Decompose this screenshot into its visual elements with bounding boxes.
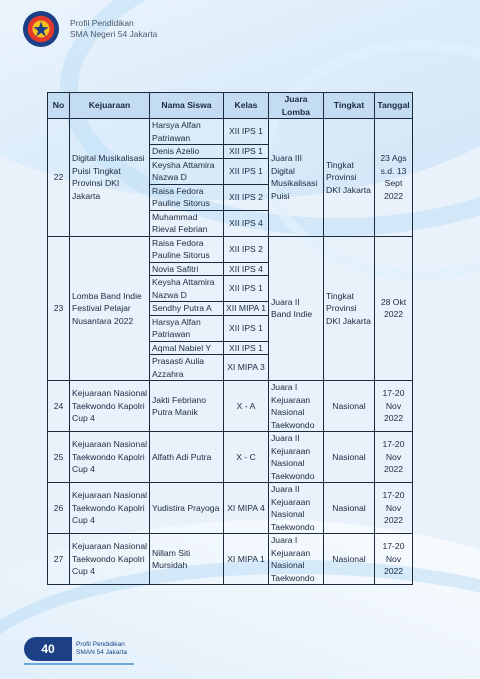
- cell-juara: Juara II Kejuaraan Nasional Taekwondo: [269, 432, 324, 483]
- cell-kelas: XII IPS 4: [224, 210, 269, 236]
- cell-kelas: XII IPS 2: [224, 184, 269, 210]
- col-header-tingkat: Tingkat: [324, 93, 375, 119]
- cell-kelas: XI MIPA 3: [224, 355, 269, 381]
- col-header-kejuaraan: Kejuaraan: [70, 93, 150, 119]
- cell-tingkat: Nasional: [324, 534, 375, 585]
- page-footer: [24, 637, 134, 661]
- cell-kelas: XI MIPA 1: [224, 534, 269, 585]
- cell-kelas: XII IPS 2: [224, 236, 269, 262]
- cell-nama: Keysha Attamira Nazwa D: [150, 276, 224, 302]
- cell-kelas: XII IPS 1: [224, 315, 269, 341]
- cell-nama: Prasasti Aulia Azzahra: [150, 355, 224, 381]
- table-row: [48, 381, 413, 432]
- cell-juara: Juara II Kejuaraan Nasional Taekwondo: [269, 483, 324, 534]
- col-header-tanggal: Tanggal: [375, 93, 413, 119]
- cell-nama: Harsya Alfan Patriawan: [150, 315, 224, 341]
- cell-no: 25: [48, 432, 70, 483]
- cell-tingkat: Nasional: [324, 381, 375, 432]
- cell-nama: Sendhy Putra A: [150, 302, 224, 316]
- cell-kelas: XII IPS 1: [224, 276, 269, 302]
- cell-no: 22: [48, 119, 70, 237]
- cell-nama: Raisa Fedora Pauline Sitorus: [150, 236, 224, 262]
- cell-tingkat: Tingkat Provinsi DKI Jakarta: [324, 119, 375, 237]
- cell-tingkat: Nasional: [324, 432, 375, 483]
- header-line-1: Profil Pendidikan: [70, 18, 134, 28]
- cell-nama: Keysha Attamira Nazwa D: [150, 158, 224, 184]
- table-row: [48, 432, 413, 483]
- table-row: [48, 119, 413, 145]
- cell-tanggal: 17-20 Nov 2022: [375, 483, 413, 534]
- cell-tingkat: Tingkat Provinsi DKI Jakarta: [324, 236, 375, 381]
- cell-nama: Aqmal Nabiel Y: [150, 341, 224, 355]
- cell-kejuaraan: Lomba Band Indie Festival Pelajar Nusantara 2022: [70, 236, 150, 381]
- table-row: [48, 236, 413, 262]
- cell-kejuaraan: Kejuaraan Nasional Taekwondo Kapolri Cup 4: [70, 432, 150, 483]
- footer-line-1: Profil Pendidikan: [76, 641, 125, 648]
- cell-nama: Jakti Febriano Putra Manik: [150, 381, 224, 432]
- page-header: [22, 10, 157, 48]
- school-logo-icon: [22, 10, 60, 48]
- cell-tanggal: 17-20 Nov 2022: [375, 381, 413, 432]
- cell-nama: Novia Safitri: [150, 262, 224, 276]
- cell-nama: Muhammad Rieval Febrian: [150, 210, 224, 236]
- cell-nama: Yudistira Prayoga: [150, 483, 224, 534]
- cell-no: 24: [48, 381, 70, 432]
- cell-kelas: XII IPS 1: [224, 145, 269, 159]
- cell-juara: Juara I Kejuaraan Nasional Taekwondo: [269, 534, 324, 585]
- cell-kelas: XII IPS 1: [224, 158, 269, 184]
- cell-nama: Alfath Adi Putra: [150, 432, 224, 483]
- col-header-juara: Juara Lomba: [269, 93, 324, 119]
- cell-kelas: XII MIPA 1: [224, 302, 269, 316]
- cell-kelas: XII IPS 1: [224, 341, 269, 355]
- table-header-row: [48, 93, 413, 119]
- col-header-kelas: Kelas: [224, 93, 269, 119]
- cell-kelas: X - A: [224, 381, 269, 432]
- cell-juara: Juara II Band Indie: [269, 236, 324, 381]
- cell-tanggal: 23 Ags s.d. 13 Sept 2022: [375, 119, 413, 237]
- cell-nama: Denis Azelio: [150, 145, 224, 159]
- cell-kejuaraan: Kejuaraan Nasional Taekwondo Kapolri Cup 4: [70, 483, 150, 534]
- cell-juara: Juara I Kejuaraan Nasional Taekwondo: [269, 381, 324, 432]
- table-row: [48, 483, 413, 534]
- cell-kelas: XII IPS 1: [224, 119, 269, 145]
- cell-nama: Harsya Alfan Patriawan: [150, 119, 224, 145]
- cell-kelas: XI MIPA 4: [224, 483, 269, 534]
- cell-nama: Nillam Siti Mursidah: [150, 534, 224, 585]
- cell-kejuaraan: Digital Musikalisasi Puisi Tingkat Provinsi DKI Jakarta: [70, 119, 150, 237]
- cell-kejuaraan: Kejuaraan Nasional Taekwondo Kapolri Cup 4: [70, 381, 150, 432]
- cell-kelas: XII IPS 4: [224, 262, 269, 276]
- cell-tanggal: 17-20 Nov 2022: [375, 432, 413, 483]
- cell-tingkat: Nasional: [324, 483, 375, 534]
- footer-divider: [24, 663, 134, 665]
- header-line-2: SMA Negeri 54 Jakarta: [70, 29, 158, 39]
- cell-nama: Raisa Fedora Pauline Sitorus: [150, 184, 224, 210]
- page-number: 40: [24, 637, 72, 661]
- achievements-table: [47, 92, 413, 585]
- cell-kejuaraan: Kejuaraan Nasional Taekwondo Kapolri Cup 4: [70, 534, 150, 585]
- cell-tanggal: 17-20 Nov 2022: [375, 534, 413, 585]
- cell-juara: Juara III Digital Musikalisasi Puisi: [269, 119, 324, 237]
- cell-tanggal: 28 Okt 2022: [375, 236, 413, 381]
- footer-line-2: SMAN 54 Jakarta: [76, 649, 127, 656]
- table-row: [48, 534, 413, 585]
- cell-kelas: X - C: [224, 432, 269, 483]
- cell-no: 27: [48, 534, 70, 585]
- col-header-no: No: [48, 93, 70, 119]
- col-header-nama: Nama Siswa: [150, 93, 224, 119]
- cell-no: 23: [48, 236, 70, 381]
- cell-no: 26: [48, 483, 70, 534]
